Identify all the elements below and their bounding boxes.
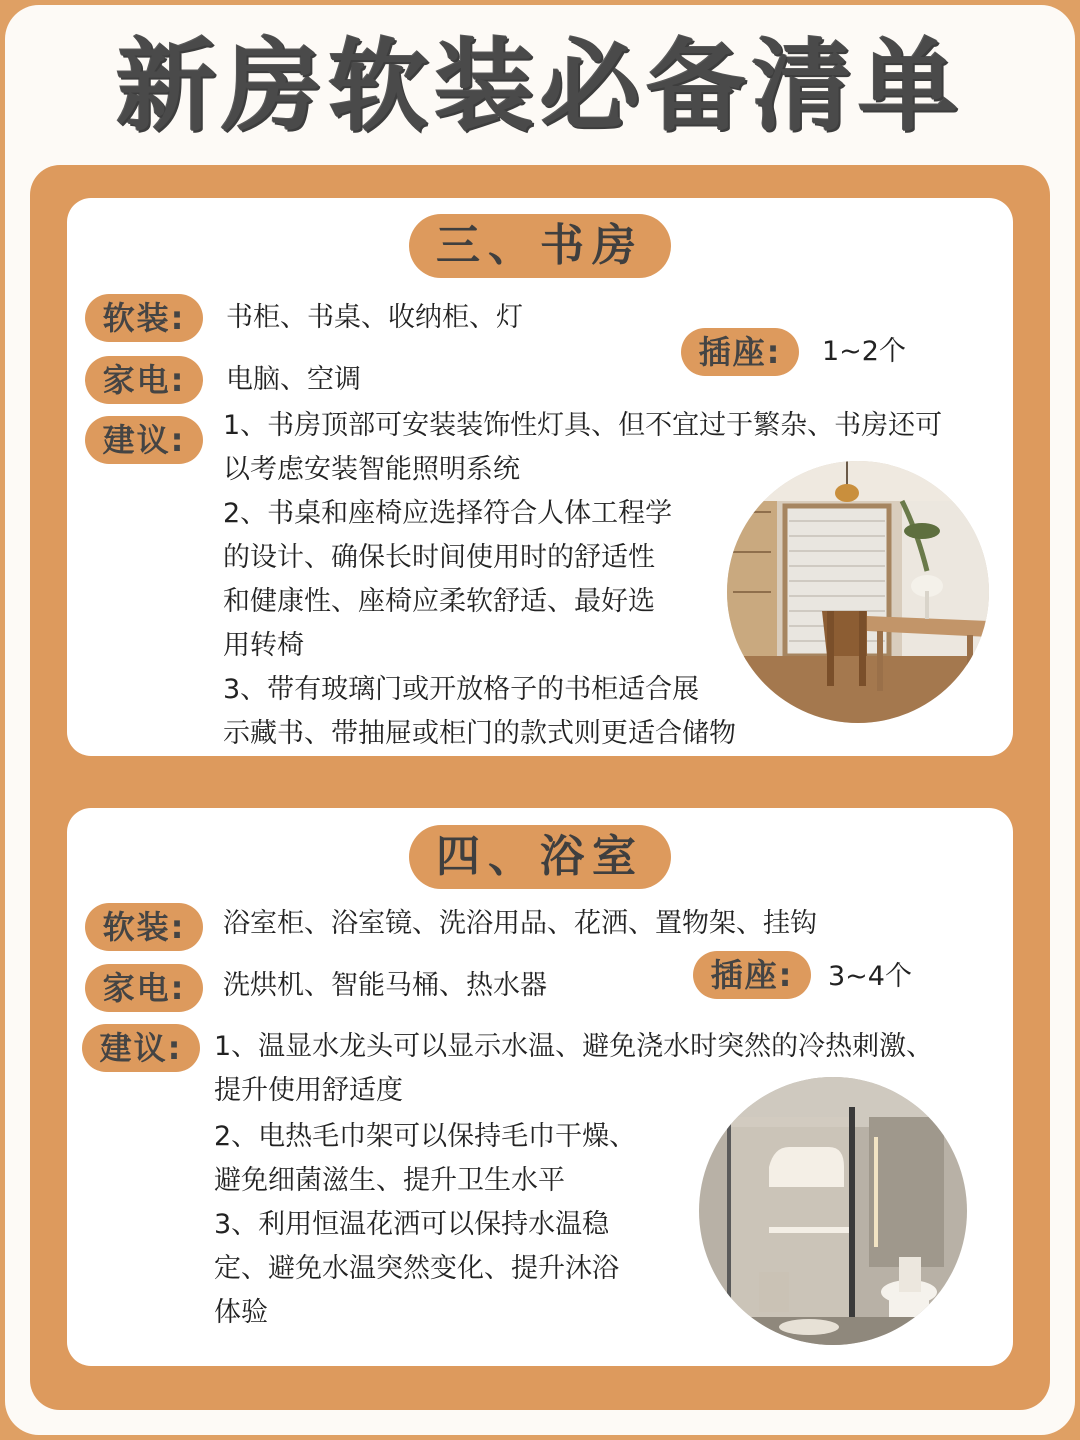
study-advice-line: 和健康性、座椅应柔软舒适、最好选 <box>223 586 655 617</box>
bathroom-illustration <box>699 1077 967 1345</box>
bathroom-advice-line: 1、温显水龙头可以显示水温、避免浇水时突然的冷热刺激、 <box>214 1031 934 1062</box>
study-appliance-value: 电脑、空调 <box>226 364 361 395</box>
study-appliance-label: 家电: <box>85 356 203 404</box>
bathroom-advice-line: 3、利用恒温花洒可以保持水温稳 <box>214 1209 610 1240</box>
study-advice-line: 以考虑安装智能照明系统 <box>223 454 520 485</box>
bathroom-photo <box>699 1077 967 1345</box>
study-advice-line: 用转椅 <box>223 630 304 661</box>
bathroom-advice-label: 建议: <box>82 1024 200 1072</box>
study-heading: 三、书房 <box>409 214 671 278</box>
bathroom-socket-label: 插座: <box>693 951 811 999</box>
study-advice-label: 建议: <box>85 416 203 464</box>
study-room-illustration <box>727 461 989 723</box>
bathroom-advice-line: 定、避免水温突然变化、提升沐浴 <box>214 1253 619 1284</box>
bathroom-appliance-label: 家电: <box>85 964 203 1012</box>
study-advice-line: 2、书桌和座椅应选择符合人体工程学 <box>223 498 673 529</box>
study-advice-line: 的设计、确保长时间使用时的舒适性 <box>223 542 655 573</box>
study-socket-value: 1~2个 <box>822 336 906 367</box>
study-advice-line: 示藏书、带抽屉或柜门的款式则更适合储物 <box>223 718 736 749</box>
study-advice-line: 1、书房顶部可安装装饰性灯具、但不宜过于繁杂、书房还可 <box>223 410 943 441</box>
bathroom-soft-label: 软装: <box>85 903 203 951</box>
bathroom-advice-line: 避免细菌滋生、提升卫生水平 <box>214 1165 565 1196</box>
bathroom-advice-line: 2、电热毛巾架可以保持毛巾干燥、 <box>214 1121 637 1152</box>
bathroom-advice-line: 体验 <box>214 1297 268 1328</box>
study-soft-label: 软装: <box>85 294 203 342</box>
study-room-photo <box>727 461 989 723</box>
study-advice-line: 3、带有玻璃门或开放格子的书柜适合展 <box>223 674 700 705</box>
bathroom-socket-value: 3~4个 <box>828 961 912 992</box>
bathroom-appliance-value: 洗烘机、智能马桶、热水器 <box>223 970 547 1001</box>
bathroom-advice-line: 提升使用舒适度 <box>214 1075 403 1106</box>
bathroom-soft-value: 浴室柜、浴室镜、洗浴用品、花洒、置物架、挂钩 <box>223 908 817 939</box>
page-title: 新房软装必备清单 <box>116 28 964 145</box>
bathroom-heading: 四、浴室 <box>409 825 671 889</box>
study-socket-label: 插座: <box>681 328 799 376</box>
study-soft-value: 书柜、书桌、收纳柜、灯 <box>226 302 523 333</box>
